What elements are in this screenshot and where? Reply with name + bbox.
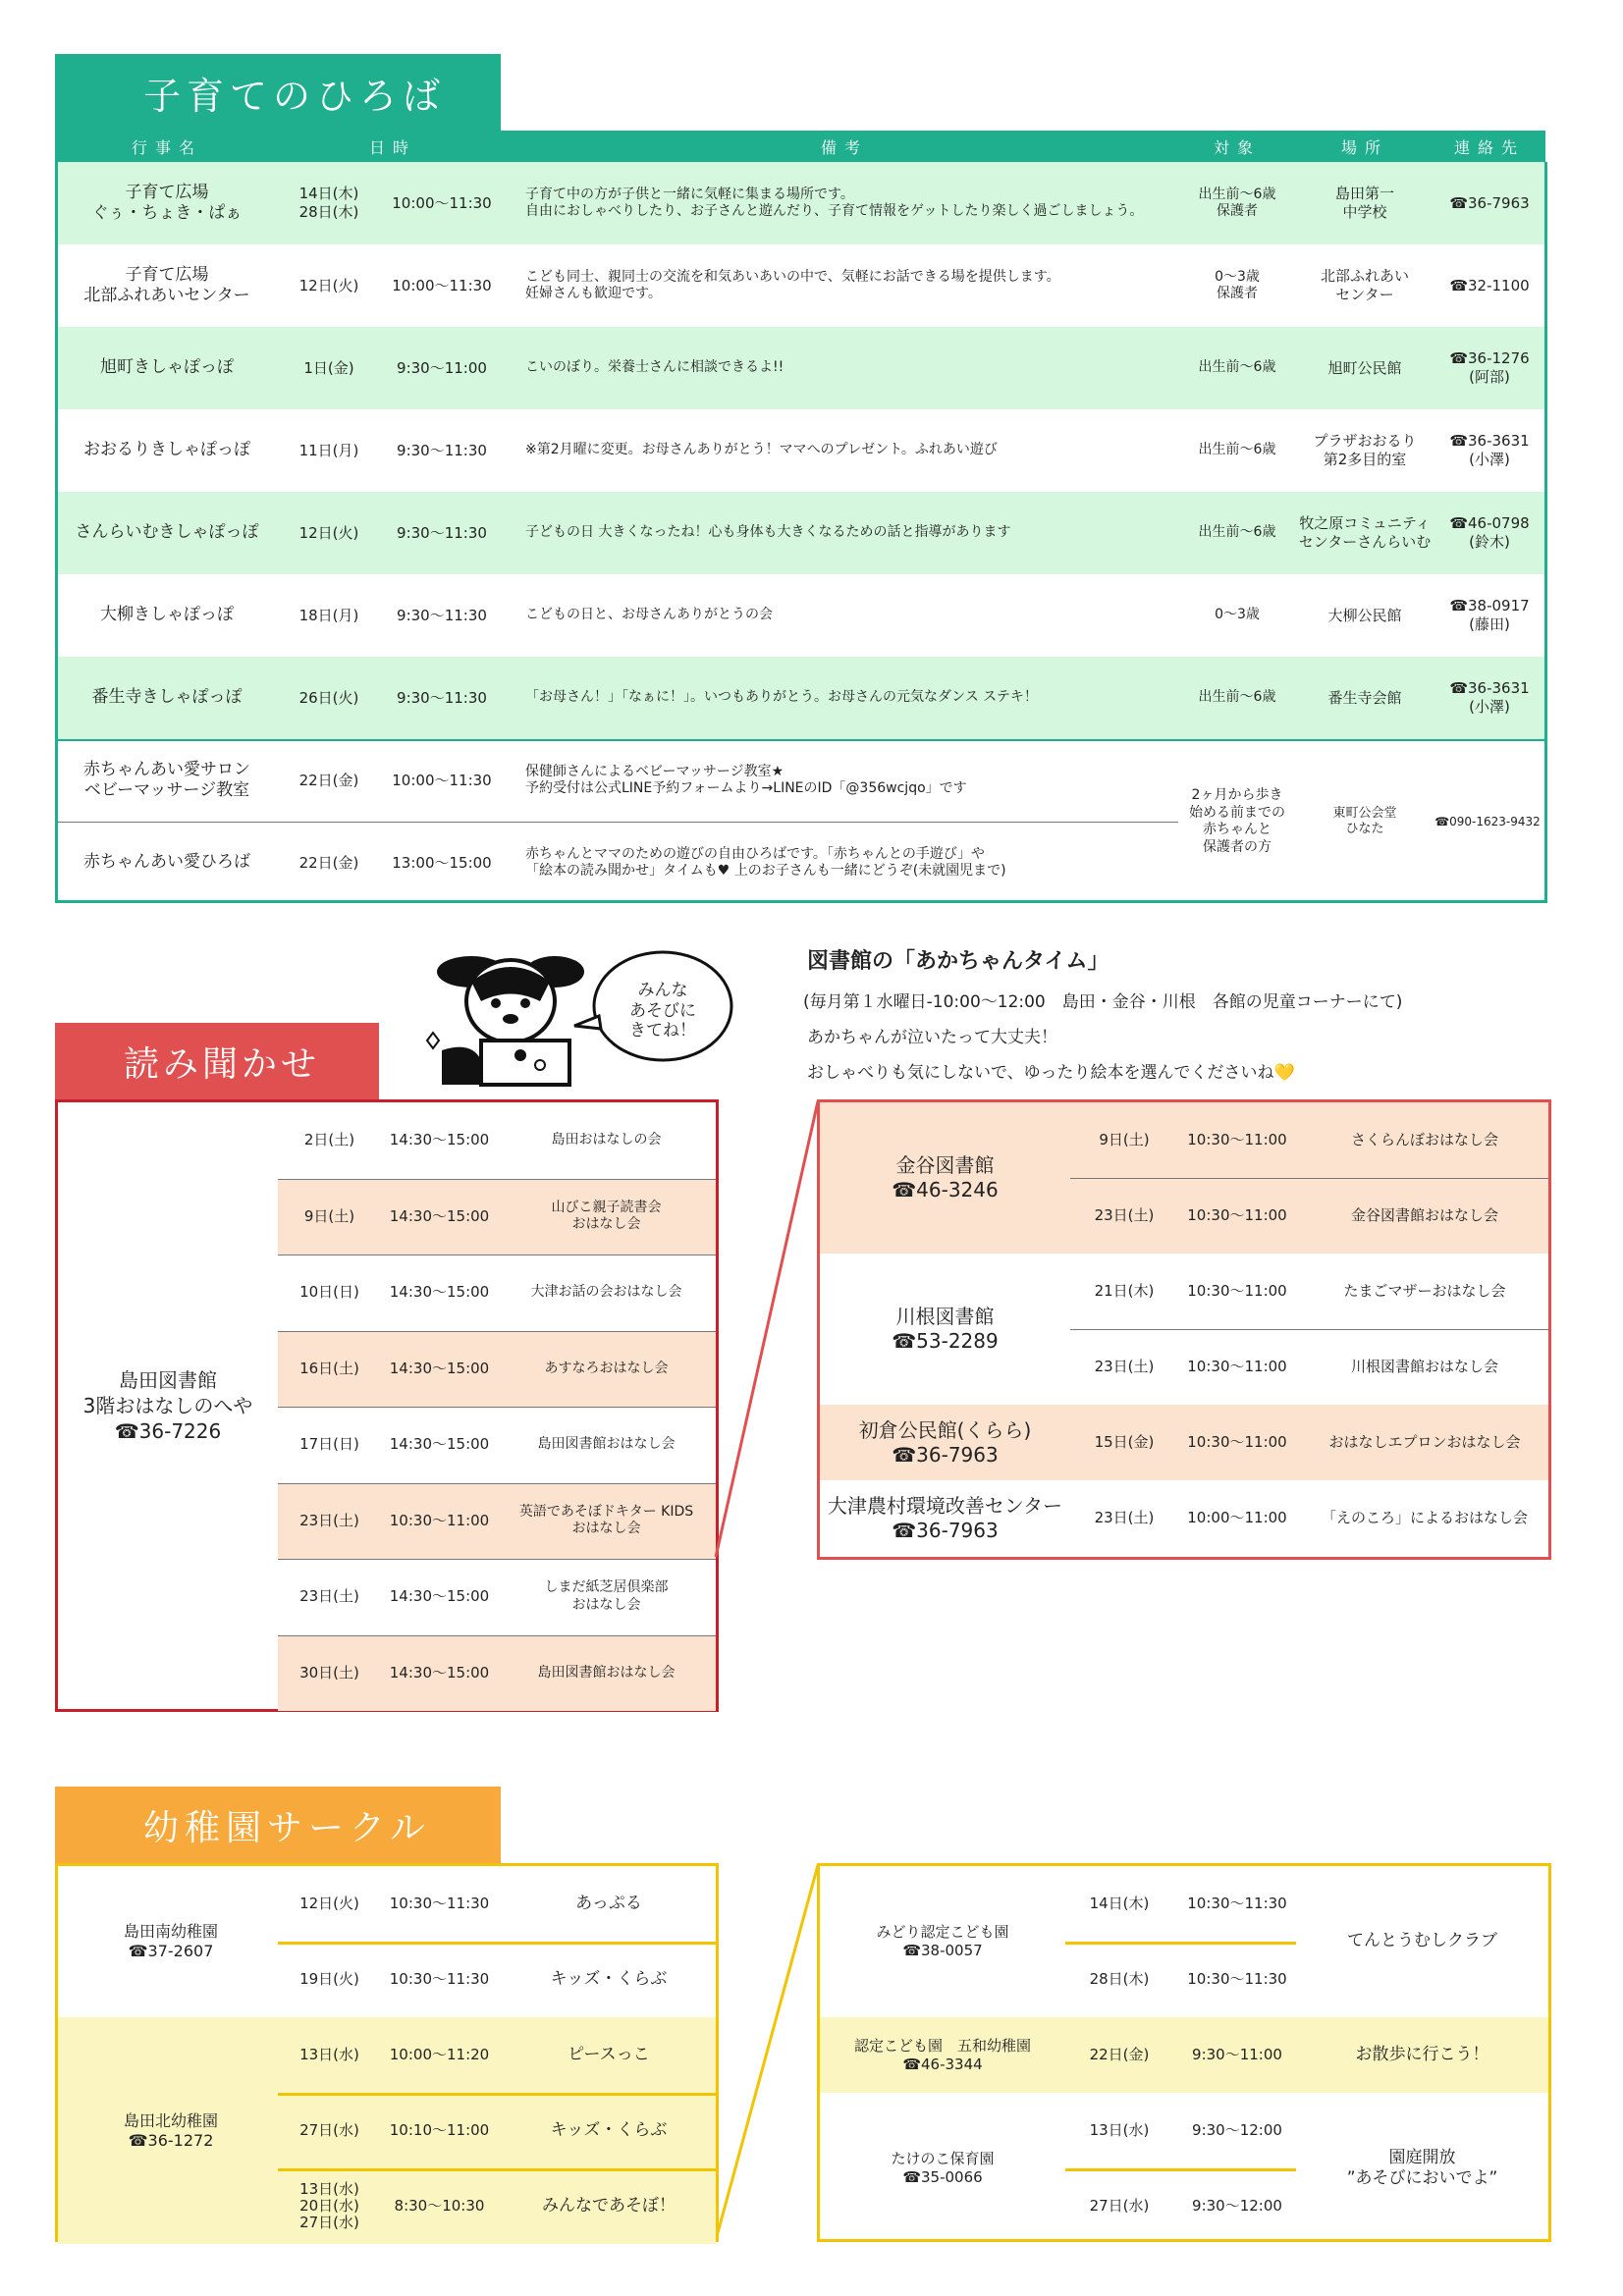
aiai-target: 2ヶ月から歩き 始める前までの 赤ちゃんと 保護者の方 [1189,787,1285,855]
circle-event: キッズ・くらぶ [550,1968,668,1989]
circle-day: 27日(水) [1089,2197,1150,2216]
circle-day: 27日(水) [299,2120,359,2139]
event-time: 9:30～11:30 [397,606,487,624]
aiai-place: 東町公会堂 ひなた [1332,805,1397,836]
akachan-title: 図書館の「あかちゃんタイム」 [807,949,1109,974]
event-target: 0～3歳 [1215,607,1260,623]
event-target: 出生前～6歳 [1198,524,1276,541]
reading-time: 10:30～11:00 [389,1511,490,1529]
circle-time: 8:30～10:30 [394,2197,485,2216]
reading-event: 英語であそぼドキター KIDS おはなし会 [518,1503,694,1537]
event-name: さんらいむきしゃぽっぽ [75,522,259,543]
shimada-library: 島田図書館 3階おはなしのへや ☎36-7226 [82,1368,253,1443]
circle-day: 19日(火) [299,1969,359,1988]
circle-event: ピースっこ [568,2044,650,2064]
circle-day: 12日(火) [299,1894,359,1912]
event-day: 12日(火) [298,276,359,294]
yomikikase-title: 読み聞かせ [55,1023,379,1099]
header-datetime: 日時 [368,137,416,157]
event-note: こども同士、親同士の交流を和気あいあいの中で、気軽にお話できる場を提供します。 妊婦さんも歓迎です。 [525,268,1060,301]
event-contact: ☎38-0917 (藤田) [1449,597,1530,633]
reading-time: 14:30～15:00 [389,1131,490,1149]
event-contact: ☎36-7963 [1449,193,1530,212]
circle-day: 14日(木) [1089,1895,1150,1913]
library-time: 10:00～11:00 [1187,1509,1287,1527]
event-time: 9:30～11:30 [397,441,487,459]
circle-event: てんとうむしクラブ [1347,1931,1497,1951]
event-name: 旭町きしゃぽっぽ [100,357,234,378]
library-event: おはなしエプロンおはなし会 [1328,1433,1521,1452]
header-target: 対象 [1213,137,1261,157]
event-note: 子育て中の方が子供と一緒に気軽に集まる場所です。 自由におしゃべりしたり、お子さんと遊んだり、子育て情報をゲットしたり楽しく過ごしましょう。 [525,186,1144,219]
event-time: 9:30～11:30 [397,688,487,707]
event-time: 9:30～11:30 [397,523,487,542]
event-name: 子育て広場 北部ふれあいセンター [83,264,250,305]
circle-time: 10:30～11:30 [389,1895,490,1913]
event-target: 出生前～6歳 [1198,442,1276,458]
event-name: 番生寺きしゃぽっぽ [91,687,243,708]
event-place: 大柳公民館 [1327,606,1402,624]
library-event: 金谷図書館おはなし会 [1350,1206,1498,1225]
circle-time: 9:30～11:00 [1192,2046,1282,2064]
reading-day: 23日(土) [299,1587,359,1606]
library-event: 川根図書館おはなし会 [1350,1358,1498,1376]
event-note: 赤ちゃんとママのための遊びの自由ひろばです。「赤ちゃんとの手遊び」や 「絵本の読み聞かせ」タイムも♥ 上のお子さんも一緒にどうぞ(未就園児まで) [525,845,1006,879]
event-day: 22日(金) [298,771,359,789]
circle-day: 22日(金) [1089,2046,1150,2064]
library-time: 10:30～11:00 [1187,1206,1287,1225]
event-target: 出生前～6歳 [1198,689,1276,706]
event-target: 出生前～6歳 [1198,359,1276,376]
event-time: 10:00～11:30 [392,276,492,294]
library-name: 川根図書館 ☎53-2289 [892,1305,999,1353]
reading-time: 14:30～15:00 [389,1359,490,1377]
akachan-line1: (毎月第１水曜日-10:00～12:00 島田・金谷・川根 各館の児童コーナーにて) [803,992,1403,1012]
circle-event: お散歩に行こう！ [1355,2044,1489,2064]
circle-time: 10:30～11:30 [1187,1895,1287,1913]
reading-event: 大津お話の会おはなし会 [530,1284,682,1300]
header-event: 行事名 [131,137,202,157]
reading-time: 14:30～15:00 [389,1206,490,1225]
event-name: 子育て広場 ぐぅ・ちょき・ぱぁ [91,182,243,223]
circle-time: 10:00～11:20 [389,2046,490,2064]
library-day: 15日(金) [1094,1433,1155,1452]
kindergarten-name: 島田北幼稚園 ☎36-1272 [123,2110,218,2150]
event-day: 1日(金) [303,358,354,377]
event-place: 島田第一 中学校 [1334,185,1394,221]
library-event: たまごマザーおはなし会 [1343,1282,1506,1301]
reading-day: 30日(土) [299,1663,359,1682]
circle-time: 10:10～11:00 [389,2121,490,2140]
event-time: 10:00～11:30 [392,771,492,789]
akachan-line3: おしゃべりも気にしないで、ゆったり絵本を選んでくださいね💛 [807,1063,1295,1083]
event-contact: ☎36-3631 (小澤) [1449,432,1530,468]
library-day: 9日(土) [1099,1131,1150,1149]
reading-event: 島田おはなしの会 [551,1132,662,1148]
event-name: 大柳きしゃぽっぽ [100,605,234,625]
reading-day: 9日(土) [303,1206,355,1225]
event-contact: ☎36-3631 (小澤) [1449,679,1530,716]
circle-event: 園庭開放 ”あそびにおいでよ” [1346,2147,1498,2188]
reading-time: 14:30～15:00 [389,1587,490,1606]
reading-event: 島田図書館おはなし会 [537,1664,676,1681]
hiroba-title: 子育てのひろば [55,54,501,131]
circle-time: 10:30～11:30 [389,1970,490,1989]
event-time: 10:00～11:30 [392,193,492,212]
header-contact: 連絡先 [1453,137,1525,157]
library-day: 23日(土) [1094,1206,1155,1225]
event-place: プラザおおるり 第2多目的室 [1313,432,1417,468]
reading-day: 17日(日) [299,1435,359,1454]
circle-event: あっぷる [575,1893,642,1913]
circle-day: 13日(水) [1089,2121,1150,2140]
library-time: 10:30～11:00 [1187,1358,1287,1376]
youchien-title: 幼稚園サークル [55,1787,501,1863]
event-place: 牧之原コミュニティ センターさんらいむ [1298,514,1432,551]
circle-time: 9:30～12:00 [1192,2197,1282,2216]
library-event: 「えのころ」によるおはなし会 [1321,1509,1528,1527]
event-note: ※第2月曜に変更。お母さんありがとう！ママへのプレゼント。ふれあい遊び [525,442,998,458]
event-note: こいのぼり。栄養士さんに相談できるよ!! [525,359,784,376]
event-note: 子どもの日 大きくなったね！心も身体も大きくなるための話と指導があります [525,524,1011,541]
aiai-contact: ☎090-1623-9432 [1434,814,1541,828]
library-name: 大津農村環境改善センター ☎36-7963 [827,1493,1063,1542]
reading-day: 10日(日) [299,1283,359,1302]
event-day: 22日(金) [298,853,359,872]
header-note: 備考 [820,137,868,157]
event-note: こどもの日と、お母さんありがとうの会 [525,607,773,623]
event-day: 18日(月) [298,606,359,624]
event-contact: ☎36-1276 (阿部) [1449,349,1530,386]
reading-time: 14:30～15:00 [389,1283,490,1302]
event-name: 赤ちゃんあい愛サロン ベビーマッサージ教室 [83,759,250,800]
kindergarten-name: みどり認定こども園 ☎38-0057 [876,1923,1009,1959]
event-day: 26日(火) [298,688,359,707]
library-day: 23日(土) [1094,1509,1155,1527]
library-name: 金谷図書館 ☎46-3246 [892,1153,999,1201]
event-note: 「お母さん！」「なぁに！」。いつもありがとう。お母さんの元気なダンス ステキ！ [525,689,1038,706]
event-name: 赤ちゃんあい愛ひろば [83,852,250,873]
library-time: 10:30～11:00 [1187,1131,1287,1149]
event-place: 番生寺会館 [1327,688,1402,707]
circle-day: 13日(水) 20日(水) 27日(水) [299,2179,359,2232]
bubble-text: みんな あそびに きてね！ [629,981,696,1041]
event-day: 11日(月) [298,441,359,459]
circle-day: 13日(水) [299,2045,359,2063]
row-divider [58,822,1178,823]
circle-event: みんなであそぼ！ [542,2195,676,2216]
library-day: 21日(木) [1094,1282,1155,1301]
reading-time: 14:30～15:00 [389,1663,490,1682]
circle-time: 9:30～12:00 [1192,2121,1282,2140]
header-place: 場所 [1340,137,1388,157]
library-name: 初倉公民館(くらら) ☎36-7963 [858,1417,1032,1467]
event-target: 出生前～6歳 保護者 [1198,186,1276,219]
connector-lines [712,1097,825,1564]
event-place: 北部ふれあい センター [1320,267,1409,303]
library-day: 23日(土) [1094,1358,1155,1376]
event-contact: ☎32-1100 [1449,276,1530,294]
reading-day: 2日(土) [303,1131,355,1149]
event-day: 14日(木) 28日(木) [298,185,359,221]
library-time: 10:30～11:00 [1187,1282,1287,1301]
kindergarten-name: たけのこ保育園 ☎35-0066 [891,2150,995,2186]
circle-time: 10:30～11:30 [1187,1970,1287,1989]
library-event: さくらんぼおはなし会 [1350,1131,1498,1149]
kindergarten-name: 島田南幼稚園 ☎37-2607 [123,1922,218,1960]
reading-event: 島田図書館おはなし会 [537,1436,676,1452]
circle-day: 28日(木) [1089,1970,1150,1989]
event-time: 9:30～11:00 [397,358,487,377]
event-day: 12日(火) [298,523,359,542]
event-time: 13:00～15:00 [392,853,492,872]
reading-event: あすなろおはなし会 [544,1360,669,1376]
reading-day: 16日(土) [299,1359,359,1377]
reading-day: 23日(土) [299,1511,359,1529]
reading-event: しまだ紙芝居倶楽部 おはなし会 [544,1579,669,1613]
event-contact: ☎46-0798 (鈴木) [1449,514,1530,551]
event-note: 保健師さんによるベビーマッサージ教室★ 予約受付は公式LINE予約フォームより→LINEのID「@356wcjqo」です [525,763,967,796]
kindergarten-name: 認定こども園 五和幼稚園 ☎46-3344 [853,2036,1031,2073]
library-time: 10:30～11:00 [1187,1433,1287,1452]
youchien-connector [712,1861,825,2246]
circle-event: キッズ・くらぶ [550,2119,668,2140]
akachan-line2: あかちゃんが泣いたって大丈夫！ [807,1028,1057,1047]
event-target: 0～3歳 保護者 [1215,268,1260,301]
reading-event: 山びこ親子読書会 おはなし会 [551,1199,662,1233]
reading-time: 14:30～15:00 [389,1435,490,1454]
event-name: おおるりきしゃぽっぽ [83,440,250,460]
event-place: 旭町公民館 [1327,358,1402,377]
